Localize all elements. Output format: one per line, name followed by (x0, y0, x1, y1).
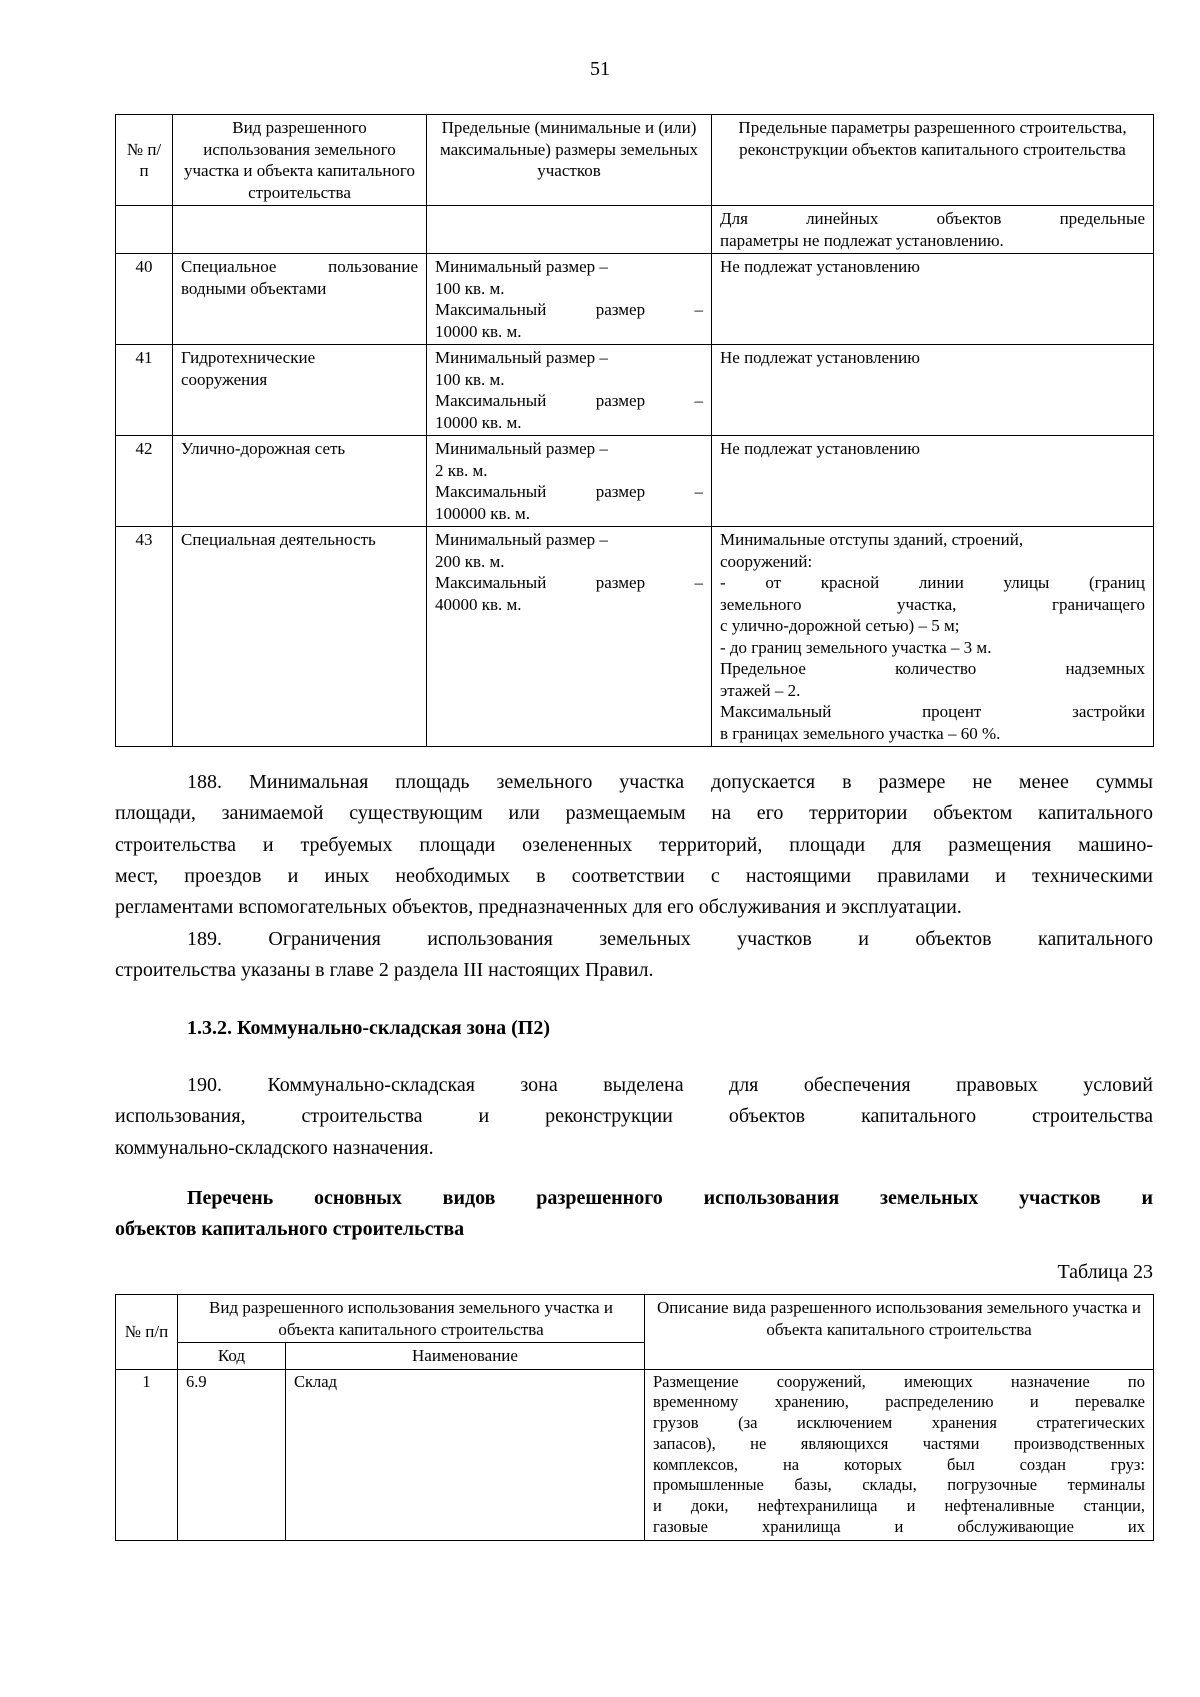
cell-name: Склад (286, 1369, 645, 1540)
table-row (116, 345, 1154, 436)
header-use-type-group: Вид разрешенного использования земельного участка и объекта капитального строительства (178, 1295, 645, 1343)
cell-plot-size: Минимальный размер – 100 кв. м. Максимальный размер – 10000 кв. м. (427, 254, 712, 345)
cell-plot-size: Минимальный размер – 2 кв. м. Максимальный размер – 100000 кв. м. (427, 436, 712, 527)
header-construction-params: Предельные параметры разрешенного строительства, реконструкции объектов капитального строительства (712, 115, 1154, 206)
cell-use-type: Специальная деятельность (173, 527, 427, 747)
paragraph-188: 188. Минимальная площадь земельного участка допускается в размере не менее суммы площади, занимаемой существующим или размещаемым на его территории объектом капитального строительства и требуемых площади озелененных территорий, площади для размещения машино- мест, проездов и иных необходимых в соответствии с настоящими правилами и техническими регламентами вспомогательных объектов, предназначенных для его обслуживания и эксплуатации. (115, 771, 1153, 919)
table-header-row (116, 1295, 1154, 1343)
table-row (116, 254, 1154, 345)
table-row (116, 1369, 1154, 1540)
cell-plot-size: Минимальный размер – 200 кв. м. Максимальный размер – 40000 кв. м. (427, 527, 712, 747)
table-header-row (116, 115, 1154, 206)
cell-use-type: Улично-дорожная сеть (173, 436, 427, 527)
header-num: № п/п (116, 115, 173, 206)
cell-description: Размещение сооружений, имеющих назначение по временному хранению, распределению и перевалке грузов (за исключением хранения стратегических запасов), не являющихся частями производственных комплексов, на которых был создан груз: промышленные базы, склады, погрузочные терминалы и доки, нефтехранилища и нефтеналивные станции, газовые хранилища и обслуживающие их (645, 1369, 1154, 1540)
cell-params: Минимальные отступы зданий, строений, сооружений: - от красной линии улицы (границ земельного участка, граничащего с улично-дорожной сетью) – 5 м; - до границ земельного участка – 3 м. Предельное количество надземных этажей – 2. Максимальный процент застройки в границах земельного участка – 60 %. (712, 527, 1154, 747)
header-plot-sizes: Предельные (минимальные и (или) максимальные) размеры земельных участков (427, 115, 712, 206)
header-code: Код (178, 1343, 286, 1370)
permitted-uses-table (115, 1294, 1154, 1541)
cell-params: Не подлежат установлению (712, 345, 1154, 436)
table-caption: Таблица 23 (1057, 1261, 1153, 1283)
cell-num: 42 (116, 436, 173, 527)
table-row (116, 436, 1154, 527)
cell-num: 40 (116, 254, 173, 345)
cell-plot-size: Минимальный размер – 100 кв. м. Максимальный размер – 10000 кв. м. (427, 345, 712, 436)
page-number: 51 (590, 58, 610, 80)
header-name: Наименование (286, 1343, 645, 1370)
zoning-parameters-table-continued (115, 114, 1154, 747)
table-row (116, 206, 1154, 254)
cell-num: 1 (116, 1369, 178, 1540)
table-row (116, 527, 1154, 747)
cell-params: Не подлежат установлению (712, 254, 1154, 345)
header-use-type: Вид разрешенного использования земельного участка и объекта капитального строительства (173, 115, 427, 206)
cell-use-type: Специальное пользование водными объектами (173, 254, 427, 345)
cell-params: Не подлежат установлению (712, 436, 1154, 527)
section-heading: 1.3.2. Коммунально-складская зона (П2) (187, 1017, 551, 1039)
cell-params: Для линейных объектов предельные параметры не подлежат установлению. (712, 206, 1154, 254)
header-description: Описание вида разрешенного использования земельного участка и объекта капитального строительства (645, 1295, 1154, 1370)
paragraph-189: 189. Ограничения использования земельных участков и объектов капитального строительства указаны в главе 2 раздела III настоящих Правил. (115, 928, 1153, 982)
header-num: № п/п (116, 1295, 178, 1370)
cell-num: 41 (116, 345, 173, 436)
paragraph-190: 190. Коммунально-складская зона выделена для обеспечения правовых условий использования, строительства и реконструкции объектов капитального строительства коммунально-складского назначения. (115, 1074, 1153, 1159)
cell-use-type: Гидротехнические сооружения (173, 345, 427, 436)
cell-num: 43 (116, 527, 173, 747)
list-title: Перечень основных видов разрешенного использования земельных участков и объектов капитального строительства (115, 1187, 1153, 1240)
cell-code: 6.9 (178, 1369, 286, 1540)
